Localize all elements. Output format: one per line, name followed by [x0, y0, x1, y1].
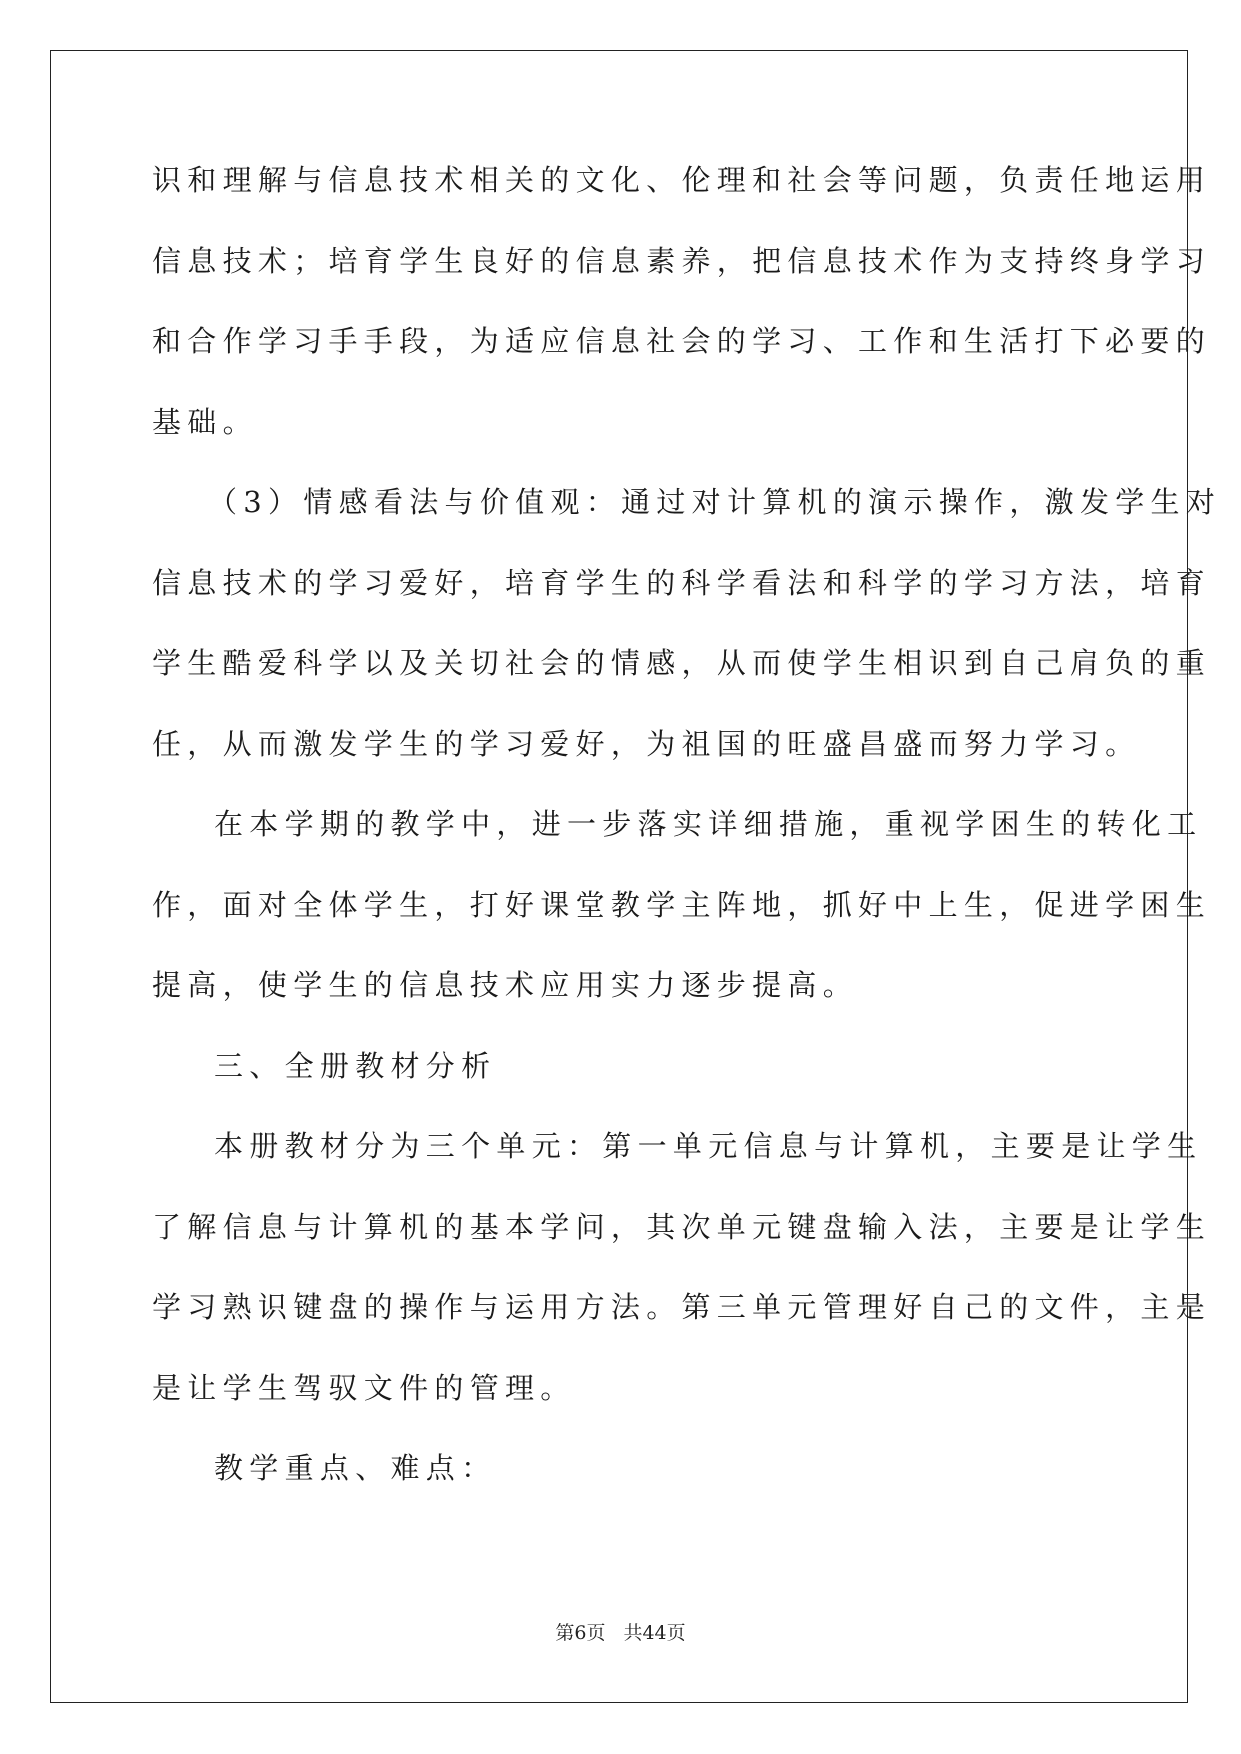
section-heading: 三、全册教材分析 — [214, 1048, 497, 1083]
text-line: 本册教材分为三个单元：第一单元信息与计算机，主要是让学生 — [214, 1129, 1203, 1163]
page-number: 第6页 — [555, 1622, 606, 1644]
text-line: 识和理解与信息技术相关的文化、伦理和社会等问题，负责任地运用 — [152, 163, 1212, 197]
text-line: 信息技术；培育学生良好的信息素养，把信息技术作为支持终身学习 — [152, 243, 1212, 278]
text-line: 基础。 — [152, 404, 258, 439]
text-line: 任，从而激发学生的学习爱好，为祖国的旺盛昌盛而努力学习。 — [152, 726, 1141, 761]
page-footer — [0, 1618, 1241, 1645]
text-line: （3）情感看法与价值观：通过对计算机的演示操作，激发学生对 — [208, 485, 1222, 519]
text-line: 作，面对全体学生，打好课堂教学主阵地，抓好中上生，促进学困生 — [152, 887, 1212, 922]
text-line: 和合作学习手手段，为适应信息社会的学习、工作和生活打下必要的 — [152, 324, 1212, 358]
text-line: 在本学期的教学中，进一步落实详细措施，重视学困生的转化工 — [214, 807, 1203, 841]
text-line: 学习熟识键盘的操作与运用方法。第三单元管理好自己的文件，主是 — [152, 1290, 1212, 1324]
text-line: 学生酷爱科学以及关切社会的情感，从而使学生相识到自己肩负的重 — [152, 646, 1212, 680]
text-line: 提高，使学生的信息技术应用实力逐步提高。 — [152, 968, 859, 1002]
text-line: 了解信息与计算机的基本学问，其次单元键盘输入法，主要是让学生 — [152, 1209, 1212, 1244]
text-line: 是让学生驾驭文件的管理。 — [152, 1370, 576, 1405]
text-line: 教学重点、难点： — [214, 1451, 497, 1485]
document-body — [152, 160, 1222, 1529]
text-line: 信息技术的学习爱好，培育学生的科学看法和科学的学习方法，培育 — [152, 565, 1212, 600]
page-total: 共44页 — [623, 1622, 686, 1644]
